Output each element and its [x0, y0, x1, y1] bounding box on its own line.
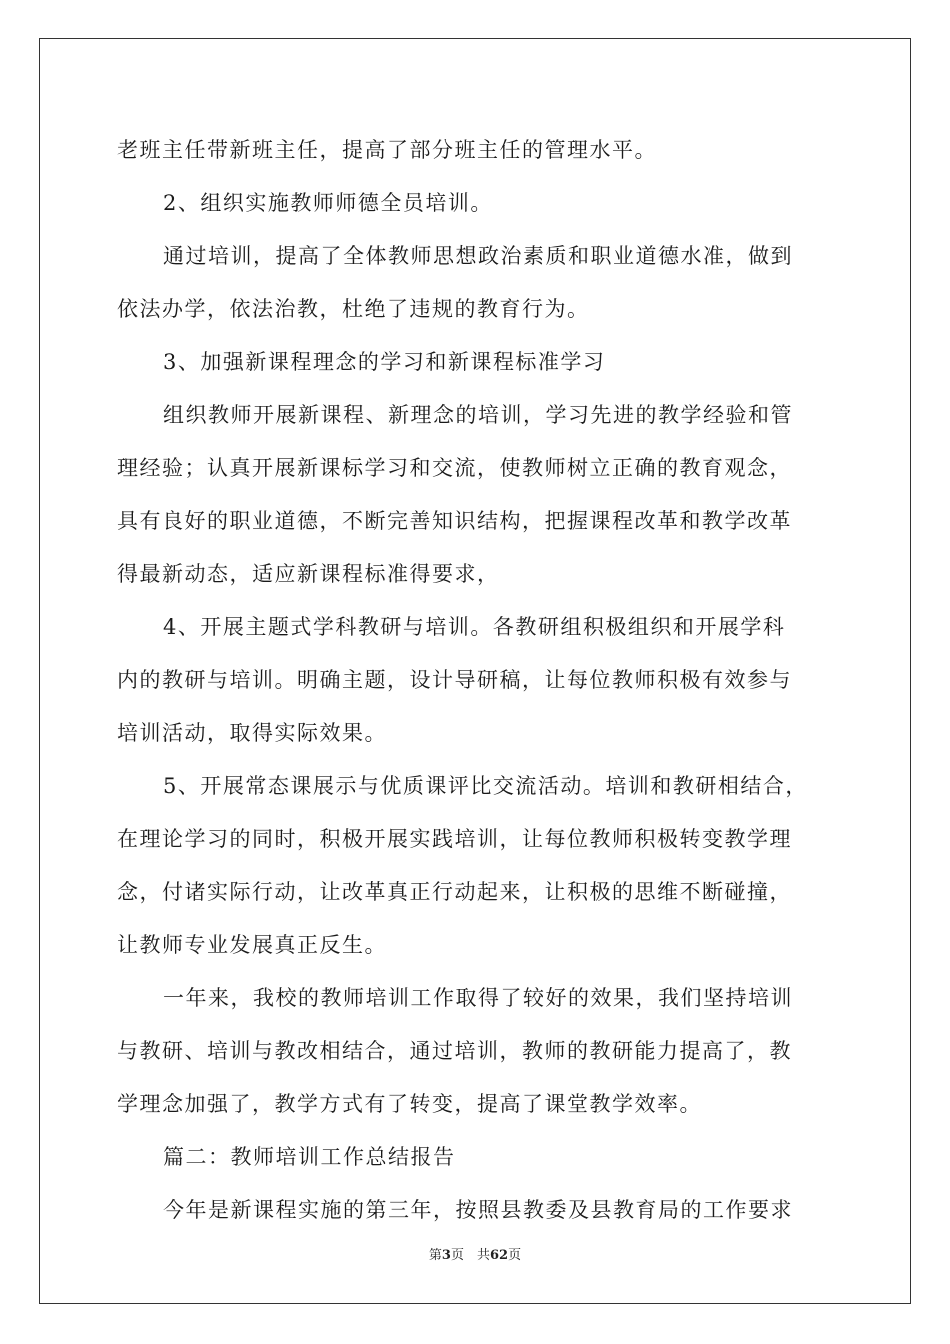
text-line: 组织教师开展新课程、新理念的培训，学习先进的教学经验和管 [163, 403, 793, 427]
text-line: 4、开展主题式学科教研与培训。各教研组积极组织和开展学科 [163, 615, 786, 639]
document-body [117, 124, 833, 1237]
footer-page-number: 3 [441, 1248, 451, 1263]
text-line: 培训活动，取得实际效果。 [117, 721, 387, 745]
page-footer [0, 1244, 950, 1263]
text-line: 让教师专业发展真正反生。 [117, 933, 387, 957]
text-line: 通过培训，提高了全体教师思想政治素质和职业道德水准，做到 [163, 244, 793, 268]
text-line: 得最新动态，适应新课程标准得要求， [117, 562, 500, 586]
text-line: 与教研、培训与教改相结合，通过培训，教师的教研能力提高了，教 [117, 1039, 792, 1063]
section-heading: 篇二：教师培训工作总结报告 [163, 1145, 456, 1169]
footer-total-suffix: 页 [508, 1248, 522, 1263]
text-line: 念，付诸实际行动，让改革真正行动起来，让积极的思维不断碰撞， [117, 880, 792, 904]
text-line: 一年来，我校的教师培训工作取得了较好的效果，我们坚持培训 [163, 986, 793, 1010]
text-line: 理经验；认真开展新课标学习和交流，使教师树立正确的教育观念， [117, 456, 792, 480]
text-line: 学理念加强了，教学方式有了转变，提高了课堂教学效率。 [117, 1092, 702, 1116]
text-line: 2、组织实施教师师德全员培训。 [163, 191, 493, 215]
footer-page-suffix: 页 共 [450, 1248, 490, 1263]
footer-page-prefix: 第 [428, 1248, 442, 1263]
text-line: 在理论学习的同时，积极开展实践培训，让每位教师积极转变教学理 [117, 827, 792, 851]
footer-total-pages: 62 [489, 1248, 509, 1263]
text-line: 老班主任带新班主任，提高了部分班主任的管理水平。 [117, 138, 657, 162]
text-line: 具有良好的职业道德，不断完善知识结构，把握课程改革和教学改革 [117, 509, 792, 533]
text-line: 3、加强新课程理念的学习和新课程标准学习 [163, 350, 606, 374]
text-line: 5、开展常态课展示与优质课评比交流活动。培训和教研相结合， [163, 774, 808, 798]
text-line: 今年是新课程实施的第三年，按照县教委及县教育局的工作要求 [163, 1198, 793, 1222]
text-line: 内的教研与培训。明确主题，设计导研稿，让每位教师积极有效参与 [117, 668, 792, 692]
text-line: 依法办学，依法治教，杜绝了违规的教育行为。 [117, 297, 590, 321]
